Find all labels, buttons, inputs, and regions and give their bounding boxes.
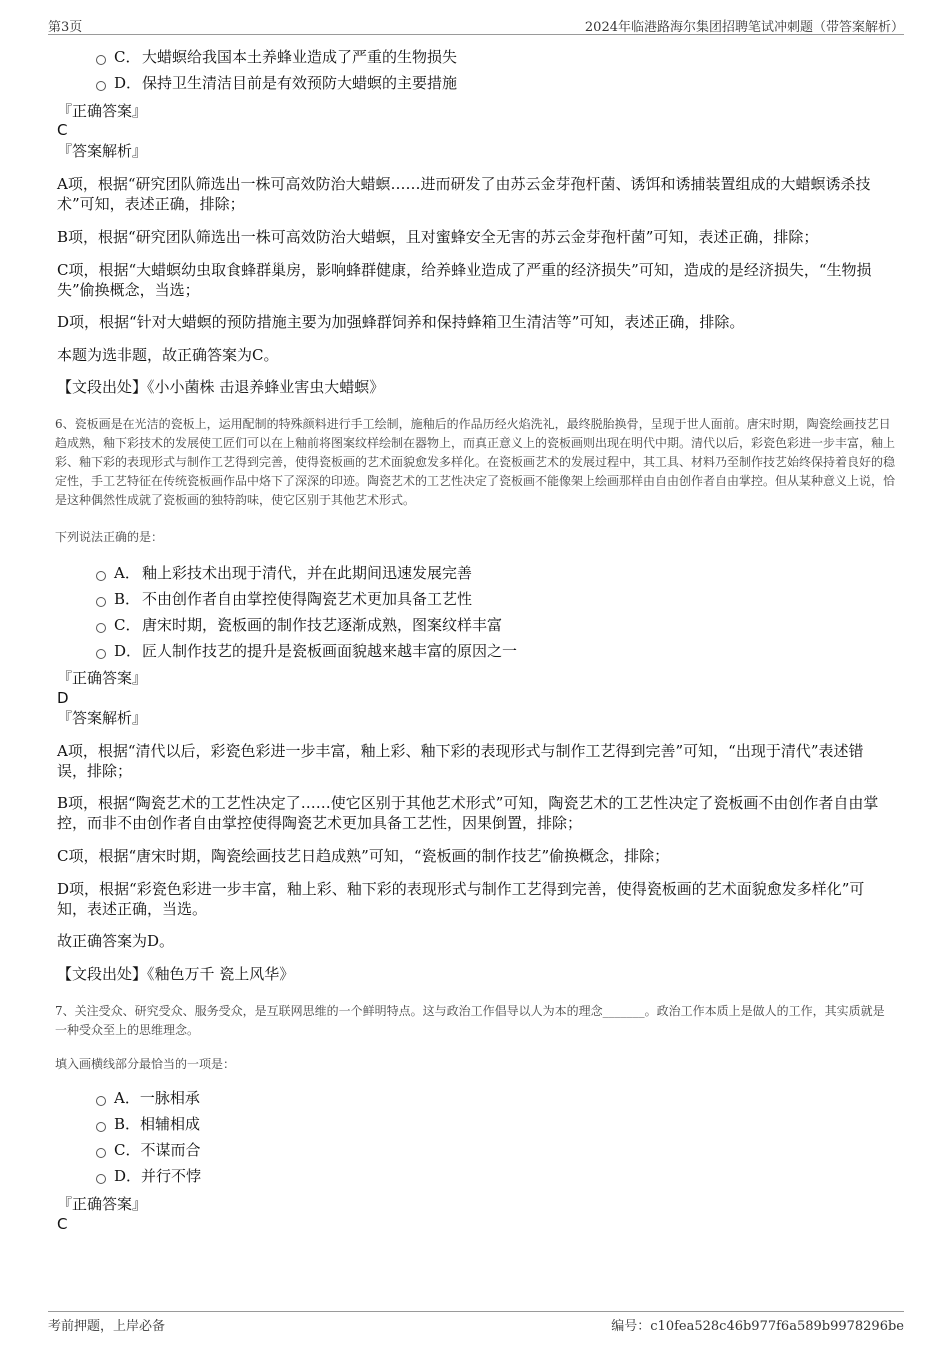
q6-option-d[interactable]: [96, 641, 517, 661]
option-text: 唐宋时期，瓷板画的制作技艺逐渐成熟，图案纹样丰富: [142, 616, 503, 634]
document-title: 2024年临港路海尔集团招聘笔试冲刺题（带答案解析）: [584, 20, 904, 35]
q6-analysis-a: A项，根据“清代以后，彩瓷色彩进一步丰富，釉上彩、釉下彩的表现形式与制作工艺得到完善”可知，“出现于清代”表述错误，排除；: [57, 742, 864, 780]
q7-option-b[interactable]: [96, 1114, 200, 1134]
q7-answer: C: [57, 1215, 68, 1233]
q6-answer: D: [57, 689, 69, 707]
q7-option-c[interactable]: [96, 1140, 201, 1160]
option-text: 不由创作者自由掌控使得陶瓷艺术更加具备工艺性: [142, 590, 473, 608]
option-letter: C．: [114, 1141, 141, 1159]
page-number: 第3页: [48, 20, 83, 35]
option-letter: A．: [114, 1089, 140, 1107]
q6-option-c[interactable]: [96, 615, 502, 635]
option-letter: D．: [114, 1167, 142, 1185]
q7-prompt: 填入画横线部分最恰当的一项是：: [55, 1057, 236, 1071]
radio-icon[interactable]: [96, 649, 106, 659]
q7-option-d[interactable]: [96, 1166, 201, 1186]
option-text: 不谋而合: [140, 1141, 201, 1159]
q5-analysis-label: 『答案解析』: [57, 142, 148, 160]
radio-icon[interactable]: [96, 1096, 106, 1106]
option-letter: C．: [114, 48, 141, 66]
document-serial: 编号：c10fea528c46b977f6a589b9978296be: [611, 1319, 904, 1334]
radio-icon[interactable]: [96, 81, 106, 91]
q5-analysis-c: C项，根据“大蜡螟幼虫取食蜂群巢房，影响蜂群健康，给养蜂业造成了严重的经济损失”可知，造成的是经济损失，“生物损失”偷换概念，当选；: [57, 261, 872, 299]
option-letter: D．: [114, 74, 142, 92]
radio-icon[interactable]: [96, 597, 106, 607]
q6-answer-label: 『正确答案』: [57, 669, 148, 687]
option-letter: A．: [114, 564, 140, 582]
q5-analysis-d: D项，根据“针对大蜡螟的预防措施主要为加强蜂群饲养和保持蜂箱卫生清洁等”可知，表述正确，排除。: [57, 313, 745, 331]
q7-answer-label: 『正确答案』: [57, 1195, 148, 1213]
footer-slogan: 考前押题，上岸必备: [48, 1319, 166, 1334]
radio-icon[interactable]: [96, 55, 106, 65]
q5-conclusion: 本题为选非题，故正确答案为C。: [57, 346, 279, 364]
q6-option-a[interactable]: [96, 563, 472, 583]
option-text: 保持卫生清洁目前是有效预防大蜡螟的主要措施: [142, 74, 458, 92]
q6-passage: 6、瓷板画是在光洁的瓷板上，运用配制的特殊颜料进行手工绘制，施釉后的作品历经火焰洗礼，最终脱胎换骨，呈现于世人面前。唐宋时期，陶瓷绘画技艺日趋成熟，釉下彩技术的发展使工匠们可以在上釉前将图案纹样绘制在器物上，而真正意义上的瓷板画则出现在明代中期。清代以后，彩瓷色彩进一步丰富，釉上彩、釉下彩的表现形式与制作工艺得到完善，使得瓷板画的艺术面貌愈发多样化。在瓷板画艺术的发展过程中，其工具、材料乃至制作技艺始终保持着良好的稳定性，手工艺特征在传统瓷板画作品中烙下了深深的印迹。陶瓷艺术的工艺性决定了瓷板画不能像架上绘画那样由自由创作者自由掌控。但从某种意义上说，恰是这种偶然性成就了瓷板画的独特韵味，使它区别于其他艺术形式。: [55, 417, 896, 507]
option-letter: B．: [114, 1115, 141, 1133]
q5-analysis-b: B项，根据“研究团队筛选出一株可高效防治大蜡螟，且对蜜蜂安全无害的苏云金芽孢杆菌”可知，表述正确，排除；: [57, 228, 819, 246]
option-text: 并行不悖: [141, 1167, 202, 1185]
option-text: 匠人制作技艺的提升是瓷板画面貌越来越丰富的原因之一: [142, 642, 518, 660]
option-letter: B．: [114, 590, 141, 608]
q7-passage: 7、关注受众、研究受众、服务受众，是互联网思维的一个鲜明特点。这与政治工作倡导以人为本的理念_______。政治工作本质上是做人的工作，其实质就是一种受众至上的思维理念。: [55, 1004, 885, 1037]
q6-conclusion: 故正确答案为D。: [57, 932, 175, 950]
page-header: [48, 14, 904, 35]
q6-analysis-c: C项，根据“唐宋时期，陶瓷绘画技艺日趋成熟”可知，“瓷板画的制作技艺”偷换概念，排除；: [57, 847, 670, 865]
option-letter: D．: [114, 642, 142, 660]
q5-analysis-a: A项，根据“研究团队筛选出一株可高效防治大蜡螟……进而研发了由苏云金芽孢杆菌、诱饵和诱捕装置组成的大蜡螟诱杀技术”可知，表述正确，排除；: [57, 175, 871, 213]
q6-analysis-label: 『答案解析』: [57, 709, 148, 727]
option-letter: C．: [114, 616, 141, 634]
q5-option-c[interactable]: [96, 47, 457, 67]
radio-icon[interactable]: [96, 623, 106, 633]
option-text: 釉上彩技术出现于清代，并在此期间迅速发展完善: [142, 564, 473, 582]
option-text: 大蜡螟给我国本土养蜂业造成了严重的生物损失: [142, 48, 458, 66]
radio-icon[interactable]: [96, 571, 106, 581]
radio-icon[interactable]: [96, 1122, 106, 1132]
q6-option-b[interactable]: [96, 589, 472, 609]
radio-icon[interactable]: [96, 1174, 106, 1184]
q6-analysis-b: B项，根据“陶瓷艺术的工艺性决定了……使它区别于其他艺术形式”可知，陶瓷艺术的工艺性决定了瓷板画不由创作者自由掌控，而非不由创作者自由掌控使得陶瓷艺术更加具备工艺性，因果倒置，排除；: [57, 794, 879, 832]
q6-analysis-d: D项，根据“彩瓷色彩进一步丰富，釉上彩、釉下彩的表现形式与制作工艺得到完善，使得瓷板画的艺术面貌愈发多样化”可知，表述正确，当选。: [57, 880, 865, 918]
q5-option-d[interactable]: [96, 73, 457, 93]
q7-option-a[interactable]: [96, 1088, 200, 1108]
page-footer: [48, 1311, 904, 1332]
radio-icon[interactable]: [96, 1148, 106, 1158]
q5-answer: C: [57, 121, 68, 139]
option-text: 相辅相成: [140, 1115, 201, 1133]
q6-source: 【文段出处】《釉色万千 瓷上风华》: [57, 965, 295, 983]
q5-answer-label: 『正确答案』: [57, 102, 148, 120]
q6-prompt: 下列说法正确的是：: [55, 530, 164, 544]
q5-source: 【文段出处】《小小菌株 击退养蜂业害虫大蜡螟》: [57, 378, 385, 396]
option-text: 一脉相承: [139, 1089, 200, 1107]
